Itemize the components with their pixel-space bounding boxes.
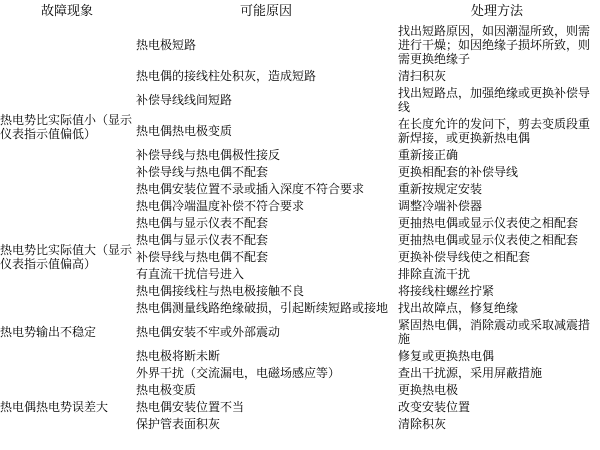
treatment-cell: 修复或更换热电偶 bbox=[398, 348, 495, 363]
table-row bbox=[134, 299, 600, 316]
table-row bbox=[134, 84, 600, 115]
table-row bbox=[134, 67, 600, 84]
cause-cell: 补偿导线与热电偶不配套 bbox=[136, 249, 269, 264]
table-row bbox=[134, 316, 600, 347]
cause-cell: 补偿导线与热电偶不配套 bbox=[136, 164, 269, 179]
group-rows bbox=[134, 231, 600, 282]
table-row bbox=[134, 248, 600, 265]
treatment-cell: 清扫积灰 bbox=[398, 68, 447, 83]
phenomenon-cell bbox=[0, 22, 134, 231]
phenomenon-label: 热电势比实际值小（显示仪表指示值偏低） bbox=[0, 112, 133, 141]
cause-cell: 保护管表面积灰 bbox=[136, 416, 221, 431]
cause-cell: 热电偶安装位置不当 bbox=[136, 399, 245, 414]
treatment-cell: 重新接正确 bbox=[398, 147, 459, 162]
cause-cell: 外界干扰（交流漏电，电磁场感应等） bbox=[136, 365, 341, 380]
cause-cell: 热电偶与显示仪表不配套 bbox=[136, 232, 269, 247]
table-row bbox=[134, 347, 600, 364]
phenomenon-cell bbox=[0, 231, 134, 282]
cause-cell: 热电偶热电极变质 bbox=[136, 123, 233, 138]
treatment-cell: 紧固热电偶，消除震动或采取减震措施 bbox=[398, 317, 591, 346]
header-possible-cause: 可能原因 bbox=[239, 4, 292, 19]
phenomenon-cell bbox=[0, 381, 134, 432]
table-row bbox=[134, 115, 600, 146]
treatment-cell: 将接线柱螺丝拧紧 bbox=[398, 283, 495, 298]
treatment-cell: 找出故障点，修复绝缘 bbox=[398, 300, 519, 315]
fault-group-emf-lower bbox=[0, 22, 600, 231]
cause-cell: 热电极短路 bbox=[136, 37, 197, 52]
treatment-cell: 重新按规定安装 bbox=[398, 181, 483, 196]
cause-cell: 有直流干扰信号进入 bbox=[136, 266, 245, 281]
treatment-cell: 更抽热电偶或显示仪表使之相配套 bbox=[398, 215, 579, 230]
group-rows bbox=[134, 282, 600, 381]
cause-cell: 热电偶与显示仪表不配套 bbox=[136, 215, 269, 230]
cause-cell: 补偿导线与热电偶极性接反 bbox=[136, 147, 281, 162]
phenomenon-label: 热电偶热电势误差大 bbox=[0, 399, 109, 414]
cause-cell: 补偿导线线间短路 bbox=[136, 92, 233, 107]
table-row bbox=[134, 282, 600, 299]
treatment-cell: 在长度允许的发问下，剪去变质段重新焊接，或更换新热电偶 bbox=[398, 116, 591, 145]
table-row bbox=[134, 214, 600, 231]
table-row bbox=[134, 146, 600, 163]
group-rows bbox=[134, 381, 600, 432]
table-row bbox=[134, 180, 600, 197]
treatment-cell: 更抽热电偶或显示仪表使之相配套 bbox=[398, 232, 579, 247]
treatment-cell: 更换补偿导线使之相配套 bbox=[398, 249, 531, 264]
cause-cell: 热电偶安装不牢或外部震动 bbox=[136, 324, 281, 339]
treatment-cell: 调整冷端补偿器 bbox=[398, 198, 483, 213]
treatment-cell: 找出短路点，加强绝缘或更换补偿导线 bbox=[398, 85, 591, 114]
table-row bbox=[134, 398, 600, 415]
cause-cell: 热电偶测量线路绝缘破损，引起断续短路或接地 bbox=[136, 300, 389, 315]
table-row bbox=[134, 381, 600, 398]
table-header-row bbox=[0, 4, 600, 19]
table-row bbox=[134, 265, 600, 282]
phenomenon-cell bbox=[0, 282, 134, 381]
phenomenon-label: 热电势输出不稳定 bbox=[0, 324, 97, 339]
header-fault-phenomenon: 故障现象 bbox=[40, 4, 93, 19]
table-row bbox=[134, 415, 600, 432]
fault-group-unstable-output bbox=[0, 282, 600, 381]
treatment-cell: 排除直流干扰 bbox=[398, 266, 471, 281]
group-rows bbox=[134, 22, 600, 231]
header-treatment: 处理方法 bbox=[470, 4, 523, 19]
table-row bbox=[134, 22, 600, 67]
cause-cell: 热电偶安装位置不录或插入深度不符合要求 bbox=[136, 181, 365, 196]
cause-cell: 热电极将断未断 bbox=[136, 348, 221, 363]
table-row bbox=[134, 197, 600, 214]
table-row bbox=[134, 364, 600, 381]
fault-group-large-error bbox=[0, 381, 600, 432]
treatment-cell: 找出短路原因，如因潮湿所致，则需进行干燥；如因绝缘子损坏所致，则需更换绝缘子 bbox=[398, 23, 591, 66]
treatment-cell: 更换热电极 bbox=[398, 382, 459, 397]
phenomenon-label: 热电势比实际值大（显示仪表指示值偏高） bbox=[0, 242, 133, 271]
fault-group-emf-higher bbox=[0, 231, 600, 282]
cause-cell: 热电偶冷端温度补偿不符合要求 bbox=[136, 198, 305, 213]
treatment-cell: 查出干扰源，采用屏蔽措施 bbox=[398, 365, 543, 380]
cause-cell: 热电偶接线柱与热电极接触不良 bbox=[136, 283, 305, 298]
table-row bbox=[134, 163, 600, 180]
cause-cell: 热电偶的接线柱处积灰，造成短路 bbox=[136, 68, 317, 83]
cause-cell: 热电极变质 bbox=[136, 382, 197, 397]
table-row bbox=[134, 231, 600, 248]
treatment-cell: 改变安装位置 bbox=[398, 399, 471, 414]
treatment-cell: 清除积灰 bbox=[398, 416, 447, 431]
treatment-cell: 更换相配套的补偿导线 bbox=[398, 164, 519, 179]
